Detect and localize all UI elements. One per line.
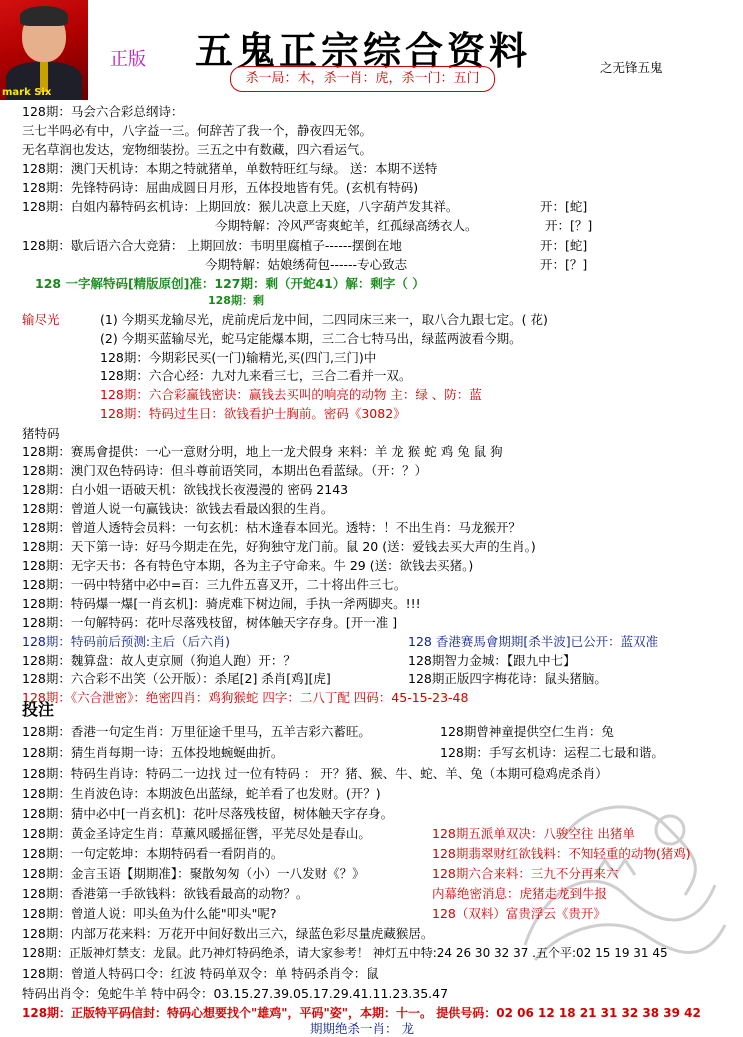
line-liuhe-xiemi: 128期：《六合泄密》：绝密四肖：鸡狗猴蛇 四字：二八丁配 四码：45-15-23-48 xyxy=(22,690,469,705)
line-macau-shuangse: 128期：澳门双色特码诗：但斗尊前语笑同，本期出色看蓝绿。（开：？） xyxy=(22,463,428,478)
line-caizhong: 128期：猜中必中[一肖玄机]：花叶尽落残枝留，树体触天字存身。 xyxy=(22,806,394,821)
line-liuhe-lailiao: 128期六合来料：三九不分再来六 xyxy=(432,866,619,881)
photo-logo-text: mark Six xyxy=(2,87,52,98)
line-baijie-jie-open: 开：[？] xyxy=(545,218,593,233)
line-feicui: 128期翡翠财红欲钱料：不知轻重的动物(猪鸡) xyxy=(432,846,691,861)
line-jinyan: 128期：金言玉语【期期准】：聚散匆匆（小）一八发财《？》 xyxy=(22,866,365,881)
line-juesha: 期期绝杀一肖： 龙 xyxy=(310,1021,414,1036)
line-xiehouyu: 128期：歇后语六合大竞猜： 上期回放：韦明里腐植子------摆倒在地 xyxy=(22,238,402,253)
line-neimu: 内幕绝密消息：虎猪走龙到牛报 xyxy=(432,886,608,901)
page-title: 五鬼正宗综合资料 xyxy=(195,28,532,73)
line-shengri: 128期：特码过生日：欲钱看护士胸前。密码《3082》 xyxy=(100,406,406,421)
line-wuzi-tianshu: 128期：无字天书：各有特色守本期，各为主子守命来。牛 29 (送：欲钱去买猪。) xyxy=(22,558,474,573)
header-portrait-photo xyxy=(0,0,88,100)
line-shujinguang-2: (2) 今期买蓝输尽光，蛇马定能爆本期，三二合七特马出，绿蓝两波看今期。 xyxy=(100,331,522,346)
line-shendeng: 128期：正版神灯禁支：龙鼠。此乃神灯特码绝杀，请大家参考！ 神灯五中特:24 26 30 32 37 .五个平:02 15 19 31 45 xyxy=(22,946,668,960)
line-xinfeng: 128期：正版特平码信封：特码心想要找个"雄鸡"，平码"姿"，本期：十一。 提供号码：02 06 12 18 21 31 32 38 39 42 xyxy=(22,1006,701,1020)
line-fugui: 128（双料）富贵浮云《贵开》 xyxy=(432,906,606,921)
line-shujinguang-1: (1) 今期买龙输尽光，虎前虎后龙中间，二四同床三来一，取八合九跟七定。( 花) xyxy=(100,312,548,327)
line-sheng: 128期：剩 xyxy=(208,294,264,307)
line-poem-2: 无名草润也发达，宠物细装扮。三五之中有数藏，四六看运气。 xyxy=(22,142,373,157)
line-xiehouyu-jie-open: 开：[？] xyxy=(540,257,588,272)
line-baixiaojie: 128期：白小姐一语破天机：欲钱找长夜漫漫的 密码 2143 xyxy=(22,482,349,497)
author-label: 之无锋五鬼 xyxy=(600,60,663,75)
line-qianhou-yuce: 128期：特码前后预测:主后（后六肖) xyxy=(22,634,230,649)
line-hk-diyishou: 128期：香港第一手欲钱料：欲钱看最高的动物？。 xyxy=(22,886,309,901)
line-zengdaoren-2: 128期：曾道人透特会员料：一句玄机：枯木逢春本回光。透特：！不出生肖：马龙猴开？ xyxy=(22,520,521,535)
line-kouling: 128期：曾道人特码口令：红波 特码单双令：单 特码杀肖令：鼠 xyxy=(22,966,379,981)
line-baijie-open: 开：[蛇] xyxy=(540,199,588,214)
line-mai-yimen: 128期：今期彩民买(一门)输精光,买(四门,三门)中 xyxy=(100,350,377,365)
section-touzhu: 投注 xyxy=(22,700,55,719)
line-xinjing: 128期：六合心经：九对九来看三七，三合二看并一双。 xyxy=(100,368,412,383)
line-xianfeng: 128期：先锋特码诗：屈曲成圆日月形，五体投地皆有凭。(玄机有特码) xyxy=(22,180,419,195)
line-wupai: 128期五派单双决：八骏空往 出猪单 xyxy=(432,826,635,841)
line-zeng-shentong: 128期曾神童提供空仁生肖：兔 xyxy=(440,724,614,739)
line-wanhua: 128期：内部万花来料：万花开中间好数出三六，绿蓝色彩尽量虎藏猴居。 xyxy=(22,926,434,941)
line-shabanbo: 128 香港赛馬會期期[杀半波]已公开：蓝双准 xyxy=(408,634,659,649)
line-xiehouyu-jie: 今期特解：姑娘绣荷包------专心致志 xyxy=(205,257,408,272)
line-poem-1: 三七半吗必有中，八字益一三。何辞苦了我一个，静夜四无邻。 xyxy=(22,123,373,138)
line-buchu-xiao: 128期：六合彩不出笑（公开版）：杀尾[2] 杀肖[鸡][虎] xyxy=(22,671,331,686)
line-yingqian-mijue: 128期：六合彩赢钱密诀：赢钱去买叫的响亮的动物 主：绿 、防：蓝 xyxy=(100,387,482,402)
zhengban-label: 正版 xyxy=(110,49,146,70)
line-yizi: 128 一字解特码[精版原创]准：127期：剩（开蛇41）解：剩字（ ） xyxy=(35,276,425,291)
line-wei-suanpan: 128期：魏算盘：故人吏京厕（狗追人跑）开：？ xyxy=(22,653,296,668)
line-bose-shi: 128期：生肖波色诗：本期波色出蓝绿，蛇羊看了也发财。(开？) xyxy=(22,786,381,801)
line-macau-tianji: 128期：澳门天机诗：本期之特就猪单，单数特旺红与绿。 送：本期不送特 xyxy=(22,161,438,176)
line-cai-shengxiao: 128期：猜生肖每期一诗：五体投地蜿蜒曲折。 xyxy=(22,745,284,760)
line-tema-baoyibao: 128期：特码爆一爆[一肖玄机]：骑虎难下树边闹，手执一斧两脚夹。!!! xyxy=(22,596,421,611)
line-yima-zhongte: 128期：一码中特猪中必中=百：三九件五喜叉开，二十将出件三七。 xyxy=(22,577,407,592)
line-zhu-tema: 猪特码 xyxy=(22,426,60,441)
line-tianxia-diyi: 128期：天下第一诗：好马今期走在先，好狗独守龙门前。鼠 20 (送：爱钱去买大声的生肖。) xyxy=(22,539,536,554)
line-xiehouyu-open: 开：[蛇] xyxy=(540,238,588,253)
line-shujinguang-label: 输尽光 xyxy=(22,312,60,327)
line-huangjin: 128期：黄金圣诗定生肖：草薰风暖摇征辔，平芜尽处是春山。 xyxy=(22,826,371,841)
line-hk-yiju: 128期：香港一句定生肖：万里征途千里马，五羊吉彩六蓄旺。 xyxy=(22,724,371,739)
line-zengdaoren-koutou: 128期：曾道人说：叩头鱼为什么能"叩头"呢? xyxy=(22,906,277,921)
line-meihua-shi: 128期正版四字梅花诗：鼠头猪脑。 xyxy=(408,671,607,686)
line-tema-shengxiao: 128期：特码生肖诗：特码二一边找 过一位有特码 ： 开？猪、猴、牛、蛇、羊、兔（本期可稳鸡虎杀肖） xyxy=(22,766,608,781)
line-shouxie-xuanji: 128期：手写玄机诗：运程二七最和谐。 xyxy=(440,745,664,760)
line-yiju-jietema: 128期：一句解特码：花叶尽落残枝留，树体触天字存身。[开一准 ] xyxy=(22,615,398,630)
line-baijie-jie: 今期特解：冷风严寄爽蛇羊，红孤绿高绣衣人。 xyxy=(215,218,478,233)
kill-banner: 杀一局：木，杀一肖：虎，杀一门：五门 xyxy=(230,66,495,92)
line-zhili-jincheng: 128期智力金城：【跟九中七】 xyxy=(408,653,576,668)
line-saimahui: 128期：赛馬會提供：一心一意财分明，地上一龙犬假身 来料：羊 龙 猴 蛇 鸡 兔 鼠 狗 xyxy=(22,444,503,459)
line-zengdaoren-1: 128期：曾道人说一句赢钱诀：欲钱去看最凶狠的生肖。 xyxy=(22,501,334,516)
line-zonggang: 128期：马会六合彩总纲诗： xyxy=(22,104,184,119)
line-baijie: 128期：白姐内幕特码玄机诗：上期回放：猴儿决意上天庭，八字葫芦发其祥。 xyxy=(22,199,459,214)
line-chuxiao-ling: 特码出肖令：兔蛇牛羊 特中码令：03.15.27.39.05.17.29.41.11.23.35.47 xyxy=(22,986,449,1001)
line-yiju-qiankun: 128期：一句定乾坤：本期特码看一看阴肖的。 xyxy=(22,846,284,861)
